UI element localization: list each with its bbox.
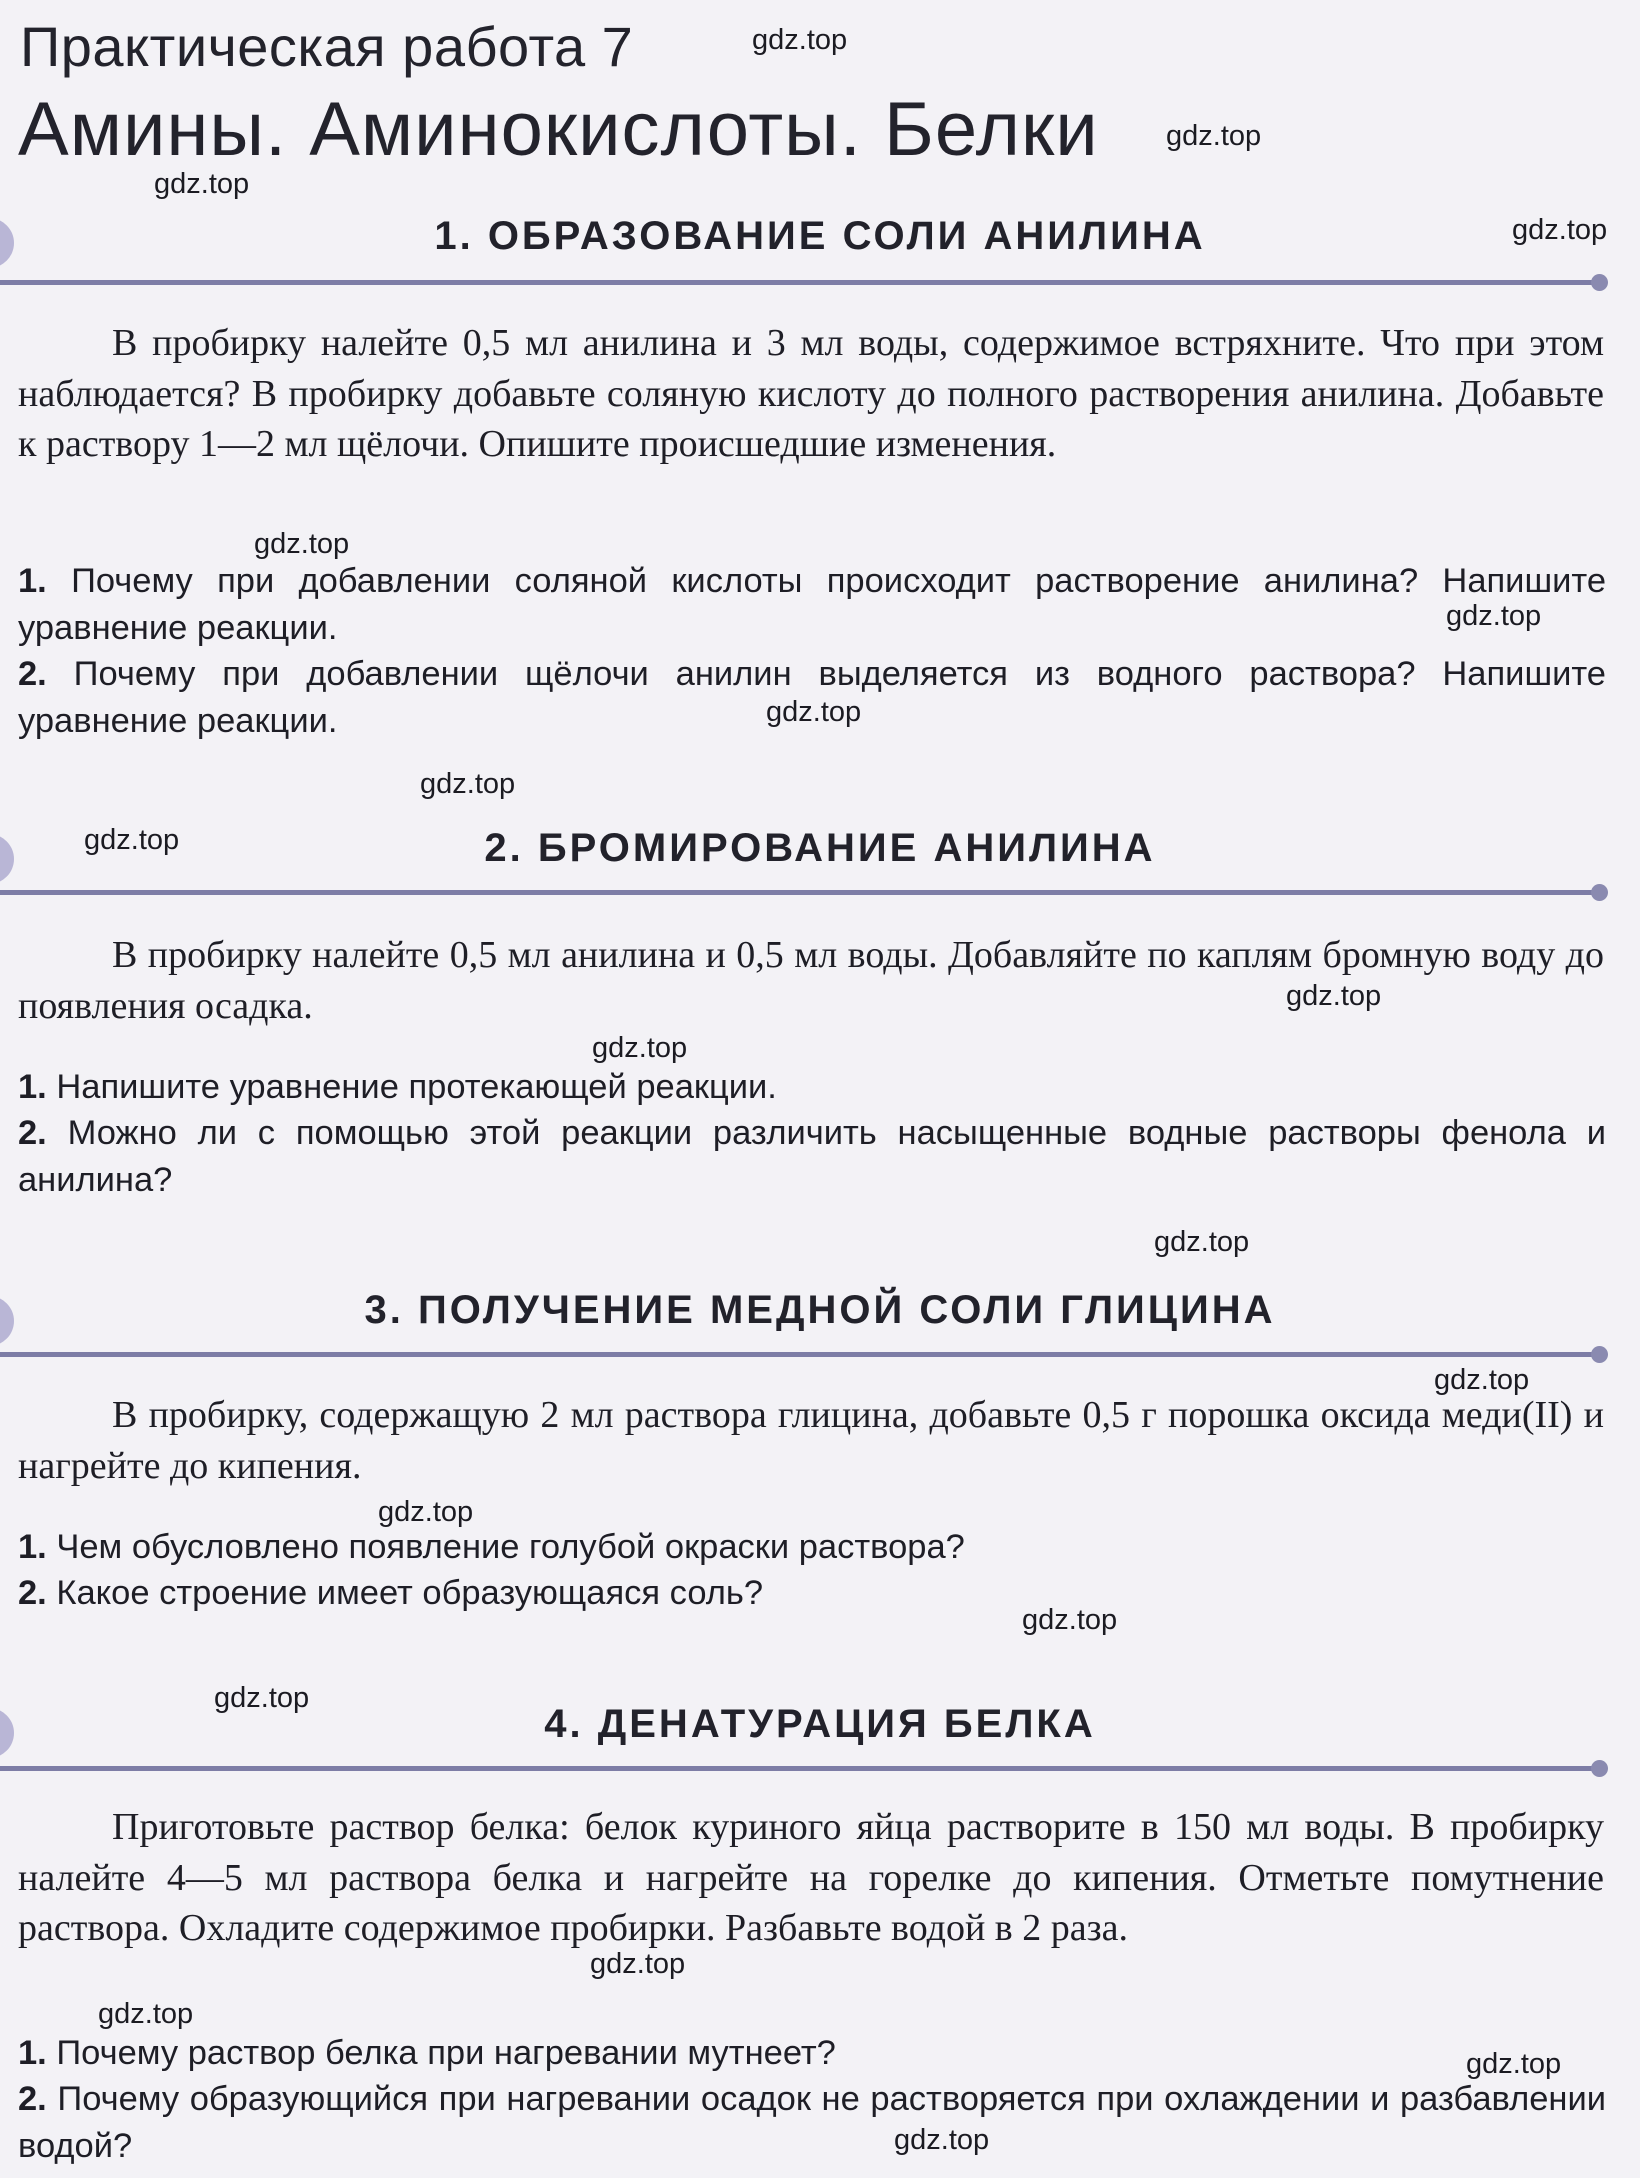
watermark: gdz.top [1434, 1364, 1530, 1396]
watermark: gdz.top [214, 1682, 310, 1714]
watermark: gdz.top [766, 696, 862, 728]
question-number: 2. [18, 2080, 47, 2118]
watermark: gdz.top [98, 1998, 194, 2030]
watermark: gdz.top [420, 768, 516, 800]
watermark: gdz.top [1154, 1226, 1250, 1258]
watermark: gdz.top [752, 24, 848, 56]
section-4-title: 4. ДЕНАТУРАЦИЯ БЕЛКА [544, 1702, 1096, 1746]
watermark: gdz.top [154, 168, 250, 200]
section-3-question-1 [18, 1524, 1606, 1571]
question-number: 1. [18, 562, 47, 600]
question-number: 2. [18, 1114, 47, 1152]
section-divider [0, 1766, 1600, 1771]
watermark: gdz.top [1166, 120, 1262, 152]
section-divider [0, 280, 1600, 285]
section-3-instructions: В пробирку, содержащую 2 мл раствора глицина, добавьте 0,5 г порошка оксида меди(II) и нагрейте до кипения. [18, 1394, 1604, 1487]
question-number: 2. [18, 1574, 47, 1612]
question-number: 1. [18, 2034, 47, 2072]
section-4-instructions: Приготовьте раствор белка: белок куриного яйца растворите в 150 мл воды. В пробирку налейте 4—5 мл раствора белка и нагрейте на горелке до кипения. Отметьте помутнение раствора. Охладите содержимое пробирки. Разбавьте водой в 2 раза. [18, 1806, 1604, 1949]
question-text: Почему образующийся при нагревании осадок не растворяется при охлаждении и разбавлении водой? [18, 2080, 1606, 2165]
section-3-question-2 [18, 1570, 1606, 1617]
section-3-title: 3. ПОЛУЧЕНИЕ МЕДНОЙ СОЛИ ГЛИЦИНА [364, 1288, 1276, 1332]
question-text: Почему раствор белка при нагревании мутнеет? [56, 2034, 836, 2072]
question-text: Почему при добавлении щёлочи анилин выделяется из водного раствора? Напишите уравнение реакции. [18, 655, 1606, 740]
section-4-question-1 [18, 2030, 1606, 2077]
section-divider [0, 1352, 1600, 1357]
watermark: gdz.top [592, 1032, 688, 1064]
watermark: gdz.top [1286, 980, 1382, 1012]
watermark: gdz.top [894, 2124, 990, 2156]
section-1-title: 1. ОБРАЗОВАНИЕ СОЛИ АНИЛИНА [434, 214, 1206, 258]
watermark: gdz.top [1446, 600, 1542, 632]
section-1-question-1 [18, 558, 1606, 651]
watermark: gdz.top [1512, 214, 1608, 246]
practical-work-label: Практическая работа 7 [20, 15, 634, 78]
question-number: 1. [18, 1528, 47, 1566]
question-text: Напишите уравнение протекающей реакции. [56, 1068, 777, 1106]
section-1-instructions: В пробирку налейте 0,5 мл анилина и 3 мл воды, содержимое встряхните. Что при этом наблюдается? В пробирку добавьте соляную кислоту до полного растворения анилина. Добавьте к раствору 1—2 мл щёлочи. Опишите происшедшие изменения. [18, 322, 1604, 465]
question-text: Чем обусловлено появление голубой окраски раствора? [56, 1528, 965, 1566]
watermark: gdz.top [1466, 2048, 1562, 2080]
page-title: Амины. Аминокислоты. Белки [18, 87, 1099, 172]
question-text: Какое строение имеет образующаяся соль? [56, 1574, 764, 1612]
watermark: gdz.top [84, 824, 180, 856]
watermark: gdz.top [254, 528, 350, 560]
watermark: gdz.top [378, 1496, 474, 1528]
section-2-question-1 [18, 1064, 1606, 1111]
question-number: 1. [18, 1068, 47, 1106]
section-2-title: 2. БРОМИРОВАНИЕ АНИЛИНА [484, 826, 1156, 870]
section-4-question-2 [18, 2076, 1606, 2169]
watermark: gdz.top [590, 1948, 686, 1980]
section-2-instructions: В пробирку налейте 0,5 мл анилина и 0,5 мл воды. Добавляйте по каплям бромную воду до появления осадка. [18, 934, 1604, 1027]
question-text: Можно ли с помощью этой реакции различить насыщенные водные растворы фенола и анилина? [18, 1114, 1606, 1199]
question-number: 2. [18, 655, 47, 693]
question-text: Почему при добавлении соляной кислоты происходит растворение анилина? Напишите уравнение реакции. [18, 562, 1607, 647]
section-2-question-2 [18, 1110, 1606, 1203]
section-divider [0, 890, 1600, 895]
watermark: gdz.top [1022, 1604, 1118, 1636]
